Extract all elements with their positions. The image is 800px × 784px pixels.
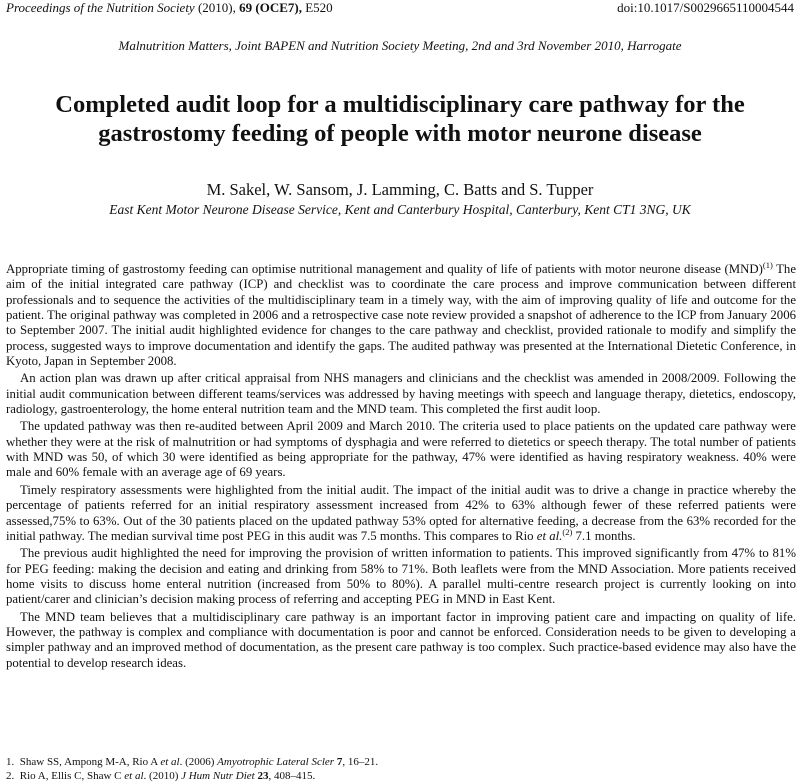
paragraph-4-text-a: Timely respiratory assessments were highlighted from the initial audit. The impact of the initial audit was to drive a change in practice whereby the percentage of patients referred for an initial respiratory assessment increased from 42% to 63% although fewer of these referred patients were assessed,75% to 63%. Out of the 30 patients placed on the updated pathway 53% opted for alternative feeding, a decrease from the 63% recorded for the initial pathway. The median survival time post PEG in this audit was 7.5 months. This compares to Rio	[6, 482, 796, 543]
citation	[6, 0, 333, 16]
abstract-body	[6, 262, 796, 671]
ref-volume: 7	[336, 756, 343, 768]
paragraph-4-text-b: 7.1 months.	[572, 528, 636, 543]
paragraph-4	[6, 483, 796, 544]
paragraph-6: The MND team believes that a multidisciplinary care pathway is an important factor in improving patient care and impacting on quality of life. However, the pathway is complex and compliance with documentation is poor and cannot be enforced. Consideration needs to be given to developing a simpler pathway and an improved method of documentation, as the present care pathway is too complex. Such practice-based evidence may also have the potential to develop research ideas.	[6, 609, 796, 670]
ref-etal: et al	[160, 756, 180, 768]
journal-page: E520	[305, 0, 333, 15]
ref-year: . (2010)	[143, 769, 182, 782]
citation-2: (2)	[562, 526, 573, 537]
ref-num: 2.	[6, 769, 15, 782]
ref-authors: Shaw SS, Ampong M-A, Rio A	[19, 756, 161, 768]
paragraph-2: An action plan was drawn up after critical appraisal from NHS managers and clinicians and the checklist was amended in 2008/2009. Following the initial audit communication between different teams/services was addressed by having meetings with speech and language therapy, dietetics, endoscopy, radiology, gastroenterology, the home enteral nutrition team and the MND team. This completed the first audit loop.	[6, 371, 796, 417]
authors: M. Sakel, W. Sansom, J. Lamming, C. Batts and S. Tupper	[206, 180, 594, 199]
meeting-line: Malnutrition Matters, Joint BAPEN and Nutrition Society Meeting, 2nd and 3rd November 2010, Harrogate	[118, 38, 682, 53]
ref-journal: J Hum Nutr Diet	[181, 769, 255, 782]
journal-volume: 69	[239, 0, 253, 15]
ref-year: . (2006)	[179, 756, 218, 768]
journal-year: (2010),	[197, 0, 236, 15]
ref-num: 1.	[6, 756, 15, 768]
ref-pages: , 16–21.	[342, 756, 379, 768]
ref-etal: et al	[124, 769, 144, 782]
reference-2	[6, 770, 796, 784]
references	[6, 756, 796, 783]
citation-1: (1)	[762, 260, 773, 270]
affiliation: East Kent Motor Neurone Disease Service, Kent and Canterbury Hospital, Canterbury, Kent CT1 3NG, UK	[109, 202, 691, 217]
paragraph-1-text-b: The aim of the initial integrated care pathway (ICP) and checklist was to coordinate the care process and improve communication between different professionals and to sequence the activities of the multidisciplinary team in a timely way, with the aim of improving quality of life and outcome for the patient. The original pathway was completed in 2006 and a retrospective case note review provided a snapshot of adherence to the ICP from January 2006 to September 2007. The initial audit highlighted evidence for changes to the care pathway and checklist, provided rationale to modify and simplify the process, suggested ways to improve documentation and identify the gaps. The audited pathway was presented at the International Dietetic Conference, in Kyoto, Japan in September 2008.	[6, 262, 796, 369]
paragraph-5: The previous audit highlighted the need for improving the provision of written information to patients. This improved significantly from 47% to 81% for PEG feeding: making the decision and eating and drinking from 58% to 71%. Both leaflets were from the MND Association. More patients received home visits to discuss home enteral nutrition (increased from 50% to 80%). A parallel multi-centre research project is currently looking on into patient/carer and clinician’s decision making process of referring and accepting PEG in MND in East Kent.	[6, 546, 796, 607]
paragraph-1-text-a: Appropriate timing of gastrostomy feeding can optimise nutritional management and quality of life of patients with motor neurone disease (MND)	[6, 262, 763, 276]
ref-journal: Amyotrophic Lateral Scler	[217, 756, 335, 768]
ref-volume: 23	[257, 769, 269, 782]
et-al: et al.	[536, 528, 563, 543]
journal-issue: (OCE7),	[255, 0, 302, 15]
journal-name: Proceedings of the Nutrition Society	[6, 0, 195, 15]
paragraph-1	[6, 262, 796, 369]
running-header	[6, 0, 794, 16]
paper-title: Completed audit loop for a multidisciplinary care pathway for the gastrostomy feeding of people with motor neurone disease	[55, 91, 745, 147]
doi: doi:10.1017/S0029665110004544	[617, 0, 794, 15]
reference-1	[6, 756, 796, 770]
paragraph-3: The updated pathway was then re-audited between April 2009 and March 2010. The criteria used to place patients on the updated care pathway were whether they were at the risk of malnutrition or had symptoms of dysphagia and were referred to dietetics or speech therapy. The total number of patients with MND was 50, of which 30 were identified as being appropriate for the pathway, 47% were identified as having respiratory weakness. 40% were male and 60% female with an average age of 69 years.	[6, 419, 796, 480]
ref-authors: Rio A, Ellis C, Shaw C	[19, 769, 125, 782]
ref-pages: , 408–415.	[268, 769, 316, 782]
